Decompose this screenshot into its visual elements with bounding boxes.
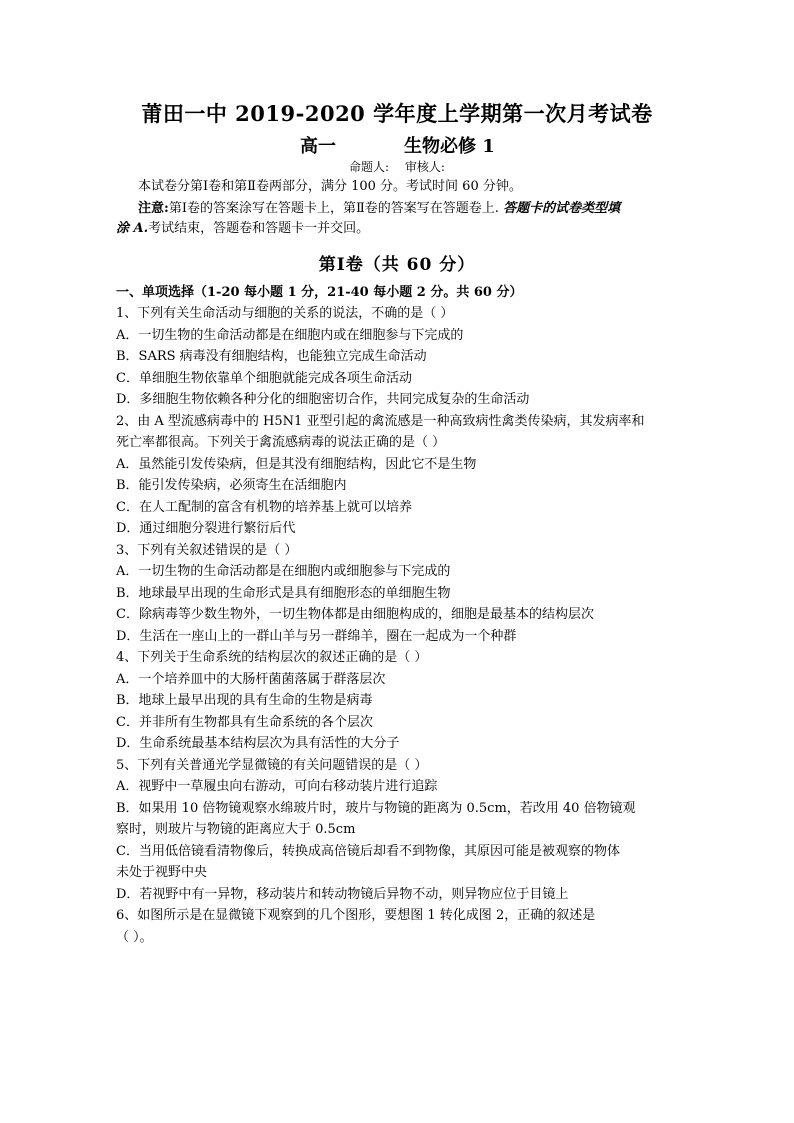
question-line: 未处于视野中央 [116,865,208,880]
note-end: 考试结束，答题卷和答题卡一并交回。 [148,221,370,236]
question-line: A．一切生物的生命活动都是在细胞内或在细胞参与下完成的 [116,327,464,343]
question-line: C．当用低倍镜看清物像后，转换成高倍镜后却看不到物像，其原因可能是被观察的物体 [116,843,620,859]
note-line-2 [116,219,686,239]
reviewer-label: 审核人: [404,160,445,174]
note-emphasis: 答题卡的试卷类型填 [503,201,621,216]
question-line: B．地球最早出现的生命形式是具有细胞形态的单细胞生物 [116,585,451,601]
question-line: A．一切生物的生命活动都是在细胞内或细胞参与下完成的 [116,564,451,579]
question-line: 5、下列有关普通光学显微镜的有关问题错误的是（ ） [116,757,428,773]
question-line: C．并非所有生物都具有生命系统的各个层次 [116,714,373,730]
note-label: 注意: [138,201,169,216]
note-line [138,199,708,219]
question-line: B．如果用 10 倍物镜观察水绵玻片时，玻片与物镜的距离为 0.5cm，若改用 40 倍物镜观 [116,800,636,816]
question-line: B．能引发传染病，必须寄生在活细胞内 [116,478,347,493]
question-line: C．单细胞生物依靠单个细胞就能完成各项生命活动 [116,370,412,386]
question-line: （ ）。 [116,929,153,945]
subject-label: 生物必修 1 [404,136,495,157]
question-line: 6、如图所示是在显微镜下观察到的几个图形，要想图 1 转化成图 2，正确的叙述是 [116,908,596,923]
question-line: A．一个培养皿中的大肠杆菌菌落属于群落层次 [116,671,386,687]
question-line: D．生活在一座山上的一群山羊与另一群绵羊，圈在一起成为一个种群 [116,628,517,644]
question-line: D．若视野中有一异物，移动装片和转动物镜后异物不动，则异物应位于目镜上 [116,886,569,902]
question-line: D．多细胞生物依赖各种分化的细胞密切合作，共同完成复杂的生命活动 [116,392,530,407]
setter-label: 命题人: [349,160,390,174]
question-line: D．通过细胞分裂进行繁衍后代 [116,521,296,536]
question-line: 1、下列有关生命活动与细胞的关系的说法，不确的是（ ） [116,306,454,321]
question-line: C．在人工配制的富含有机物的培养基上就可以培养 [116,499,412,515]
exam-title: 莆田一中 2019-2020 学年度上学期第一次月考试卷 [141,101,653,126]
note-emphasis-2: 涂 A. [116,221,149,236]
question-line: B．SARS 病毒没有细胞结构，也能独立完成生命活动 [116,349,427,364]
question-line: C．除病毒等少数生物外，一切生物体都是由细胞构成的，细胞是最基本的结构层次 [116,607,594,622]
question-line: 死亡率都很高。下列关于禽流感病毒的说法正确的是（ ） [116,435,446,450]
question-line: A．虽然能引发传染病，但是其没有细胞结构，因此它不是生物 [116,456,477,472]
note-text: 第Ⅰ卷的答案涂写在答题卡上，第Ⅱ卷的答案写在答题卷上. [168,201,499,216]
part1-title: 第Ⅰ卷（共 60 分） [318,255,476,275]
intro-line: 本试卷分第Ⅰ卷和第Ⅱ卷两部分，满分 100 分。考试时间 60 分钟。 [138,179,522,194]
question-line: 3、下列有关叙述错误的是（ ） [116,542,298,558]
question-line: B．地球上最早出现的具有生命的生物是病毒 [116,693,373,708]
question-line: D．生命系统最基本结构层次为具有活性的大分子 [116,736,400,751]
question-line: 4、下列关于生命系统的结构层次的叙述正确的是（ ） [116,650,428,665]
question-line: 2、由 A 型流感病毒中的 H5N1 亚型引起的禽流感是一种高致病性禽类传染病，其发病率和 [116,413,645,429]
question-line: 察时，则玻片与物镜的距离应大于 0.5cm [116,822,356,837]
authors-line [0,158,794,175]
section-heading: 一、单项选择（1-20 每小题 1 分，21-40 每小题 2 分。共 60 分） [116,285,523,300]
grade-label: 高一 [300,136,336,157]
question-line: A．视野中一草履虫向右游动，可向右移动装片进行追踪 [116,779,438,794]
